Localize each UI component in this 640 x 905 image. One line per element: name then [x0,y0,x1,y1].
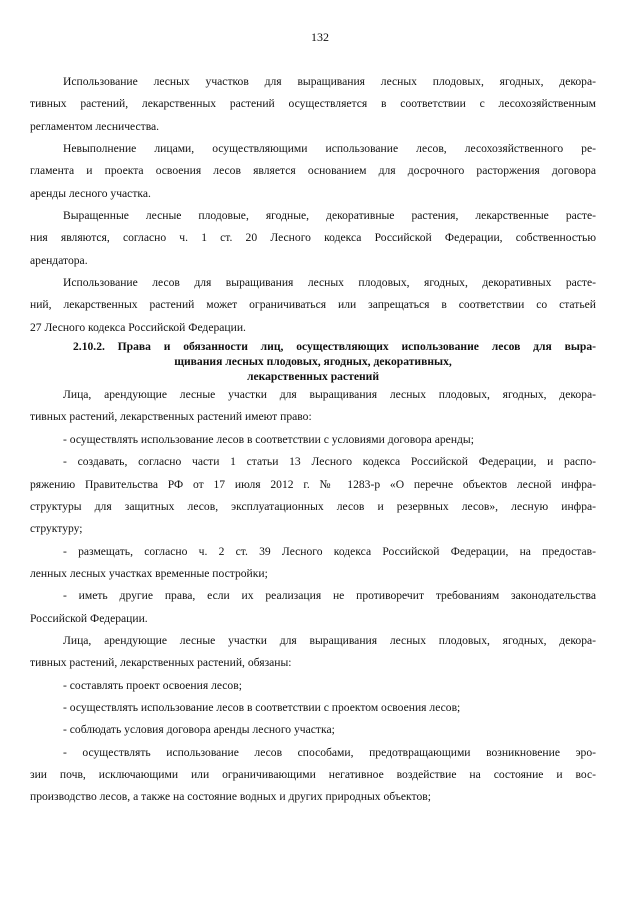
document-body [30,71,596,809]
text-line: тивных растений, лекарственных растений имеют право: [30,410,312,424]
text-line: - создавать, согласно части 1 статьи 13 Лесного кодекса Российской Федерации, и распо- [63,455,596,469]
text-line: аренды лесного участка. [30,186,151,200]
list-item [30,719,596,741]
paragraph [30,272,596,339]
list-item [30,451,596,540]
text-line: регламентом лесничества. [30,119,160,133]
text-line: ряжению Правительства РФ от 17 июля 2012 г. № 1283-р «О перечне объектов лесной инфра- [30,477,596,491]
text-line: тивных растений, лекарственных растений осуществляется в соответствии с лесохозяйственным [30,97,596,111]
text-line: Использование лесных участков для выращивания лесных плодовых, ягодных, декора- [63,75,596,88]
text-line: - размещать, согласно ч. 2 ст. 39 Лесного кодекса Российской Федерации, на предостав- [63,544,596,558]
text-line: - иметь другие права, если их реализация не противоречит требованиям законодательства [63,589,596,603]
heading-line: 2.10.2. Права и обязанности лиц, осуществляющих использование лесов для выра- [73,340,596,354]
text-line: 27 Лесного кодекса Российской Федерации. [30,320,246,334]
text-line: - составлять проект освоения лесов; [63,678,242,692]
paragraph [30,630,596,675]
text-line: гламента и проекта освоения лесов является основанием для досрочного расторжения договора [30,164,596,178]
list-item [30,429,596,451]
text-line: Использование лесов для выращивания лесных плодовых, ягодных, декоративных расте- [63,276,596,290]
paragraph [30,138,596,205]
heading-line: лекарственных растений [246,370,380,384]
text-line: - осуществлять использование лесов в соответствии с условиями договора аренды; [63,432,474,446]
text-line: - соблюдать условия договора аренды лесного участка; [63,723,335,737]
text-line: Лица, арендующие лесные участки для выращивания лесных плодовых, ягодных, декора- [63,633,596,647]
list-item [30,675,596,697]
text-line: Российской Федерации. [30,611,148,625]
heading-line: щивания лесных плодовых, ягодных, декоративных, [174,355,452,369]
text-line: - осуществлять использование лесов в соответствии с проектом освоения лесов; [63,700,461,714]
text-line: структуры для защитных лесов, эксплуатационных лесов и резервных лесов», лесную инфра- [30,499,596,513]
text-line: ленных лесных участках временные постройки; [30,566,268,580]
text-line: тивных растений, лекарственных растений, обязаны: [30,656,292,670]
text-line: ния являются, согласно ч. 1 ст. 20 Лесного кодекса Российской Федерации, собственностью [30,231,596,245]
text-line: Лица, арендующие лесные участки для выращивания лесных плодовых, ягодных, декора- [63,388,596,402]
list-item [30,541,596,586]
paragraph [30,205,596,272]
text-line: Невыполнение лицами, осуществляющими использование лесов, лесохозяйственного ре- [63,142,596,156]
text-line: Выращенные лесные плодовые, ягодные, декоративные растения, лекарственные расте- [63,209,596,223]
list-item [30,742,596,809]
text-line: зии почв, исключающими или ограничивающими негативное воздействие на состояние и вос- [30,767,596,781]
list-item [30,585,596,630]
text-line: структуру; [30,522,83,536]
section-heading [30,339,596,384]
text-line: производство лесов, а также на состояние водных и других природных объектов; [30,790,431,804]
paragraph [30,71,596,138]
page-number: 132 [311,30,329,44]
text-line: ний, лекарственных растений может ограничиваться или запрещаться в соответствии со статьей [30,298,596,312]
paragraph [30,384,596,429]
list-item [30,697,596,719]
text-line: арендатора. [30,253,88,267]
text-line: - осуществлять использование лесов способами, предотвращающими возникновение эро- [63,745,596,759]
